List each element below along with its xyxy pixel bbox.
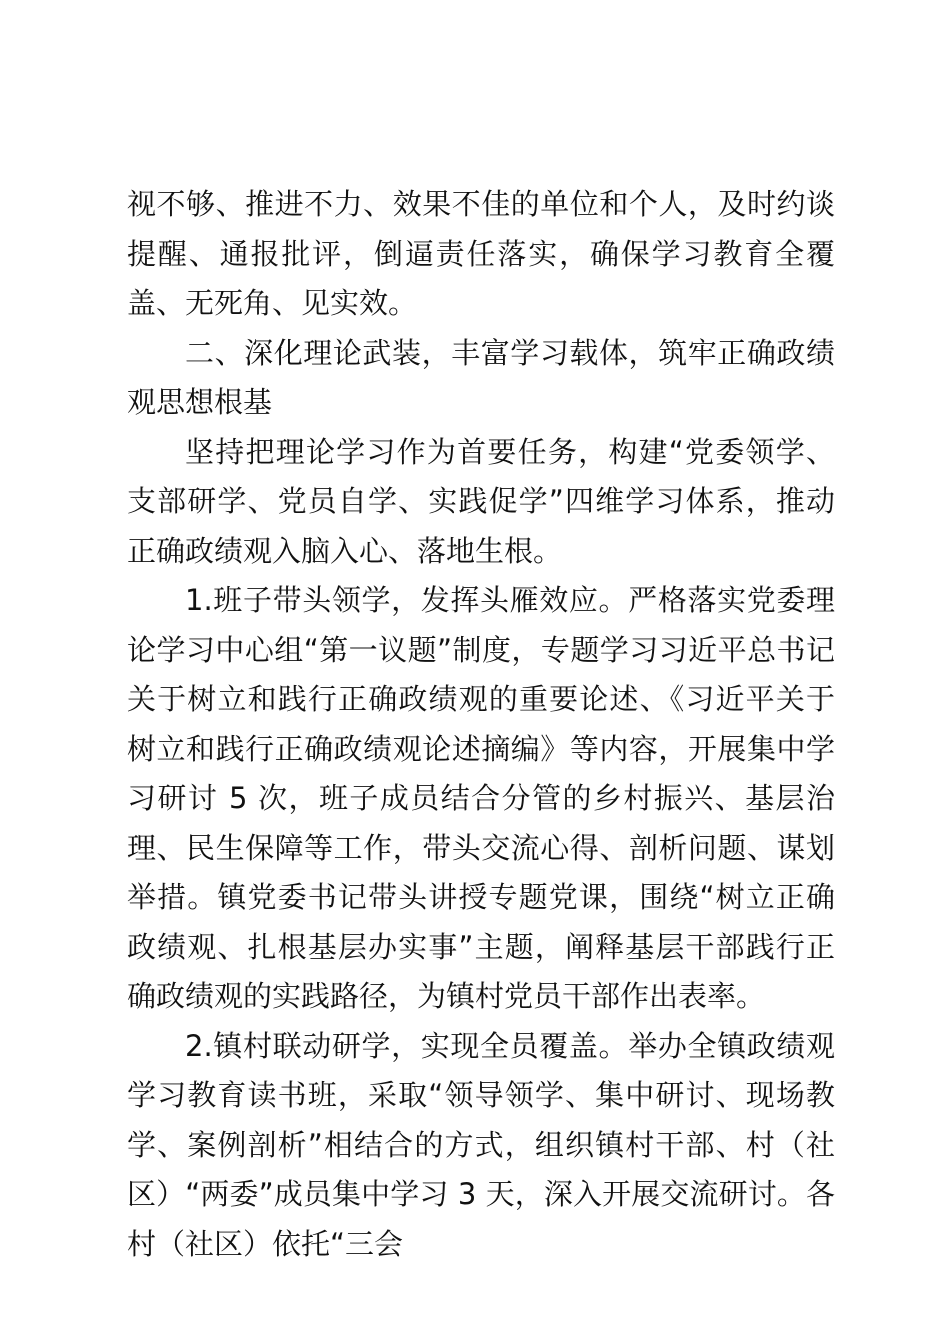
paragraph-continuation: 视不够、推进不力、效果不佳的单位和个人，及时约谈提醒、通报批评，倒逼责任落实，确保学习教育全覆盖、无死角、见实效。 bbox=[127, 187, 835, 320]
paragraph-item-1: 1.班子带头领学，发挥头雁效应。严格落实党委理论学习中心组“第一议题”制度，专题学习习近平总书记关于树立和践行正确政绩观的重要论述、《习近平关于树立和践行正确政绩观论述摘编》等内容，开展集中学习研讨 5 次，班子成员结合分管的乡村振兴、基层治理、民生保障等工作，带头交流心得、剖析问题、谋划举措。镇党委书记带头讲授专题党课，围绕“树立正确政绩观、扎根基层办实事”主题，阐释基层干部践行正确政绩观的实践路径，为镇村党员干部作出表率。 bbox=[127, 583, 835, 1013]
document-body bbox=[127, 180, 835, 1269]
paragraph-item-2: 2.镇村联动研学，实现全员覆盖。举办全镇政绩观学习教育读书班，采取“领导领学、集中研讨、现场教学、案例剖析”相结合的方式，组织镇村干部、村（社区）“两委”成员集中学习 3 天，深入开展交流研讨。各村（社区）依托“三会 bbox=[127, 1028, 835, 1261]
section-heading: 二、深化理论武装，丰富学习载体，筑牢正确政绩观思想根基 bbox=[127, 335, 835, 419]
paragraph-intro: 坚持把理论学习作为首要任务，构建“党委领学、支部研学、党员自学、实践促学”四维学习体系，推动正确政绩观入脑入心、落地生根。 bbox=[127, 434, 835, 568]
